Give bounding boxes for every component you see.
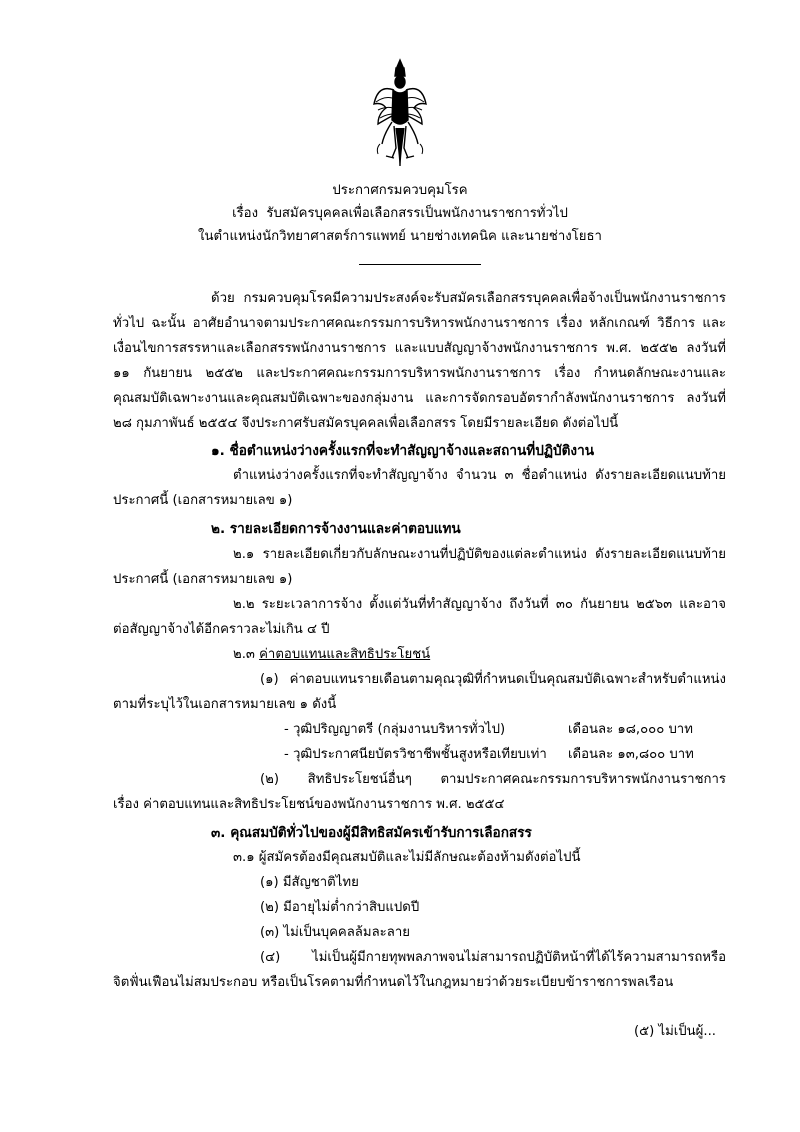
intro-line-4: ๑๑ กันยายน ๒๕๕๒ และประกาศคณะกรรมการบริหารพนักงานราชการ เรื่อง กำหนดลักษณะงานและ: [113, 366, 726, 381]
section-2-2-line2: ต่อสัญญาจ้างได้อีกคราวละไม่เกิน ๔ ปี: [113, 622, 330, 637]
section-2-3-2-line1: (๒) สิทธิประโยชน์อื่นๆ ตามประกาศคณะกรรมการบริหารพนักงานราชการ: [260, 772, 726, 787]
continued-marker: (๕) ไม่เป็นผู้...: [634, 1024, 716, 1039]
pay-row-2-label: - วุฒิประกาศนียบัตรวิชาชีพชั้นสูงหรือเทียบเท่า: [284, 747, 547, 762]
section-2-heading: ๒. รายละเอียดการจ้างงานและค่าตอบแทน: [211, 521, 461, 537]
pay-row-2-amount: เดือนละ ๑๓,๘๐๐ บาท: [568, 747, 694, 762]
intro-line-6: ๒๘ กุมภาพันธ์ ๒๕๕๔ จึงประกาศรับสมัครบุคคลเพื่อเลือกสรร โดยมีรายละเอียด ดังต่อไปนี้: [113, 416, 619, 431]
announcement-subject-line2: ในตำแหน่งนักวิทยาศาสตร์การแพทย์ นายช่างเทคนิค และนายช่างโยธา: [198, 229, 602, 244]
intro-line-1: ด้วย กรมควบคุมโรคมีความประสงค์จะรับสมัครเลือกสรรบุคคลเพื่อจ้างเป็นพนักงานราชการ: [211, 291, 726, 306]
section-2-3-2-line2: เรื่อง ค่าตอบแทนและสิทธิประโยชน์ของพนักงานราชการ พ.ศ. ๒๕๕๔: [113, 797, 505, 812]
intro-line-2: ทั่วไป ฉะนั้น อาศัยอำนาจตามประกาศคณะกรรมการบริหารพนักงานราชการ เรื่อง หลักเกณฑ์ วิธีการ และ: [113, 316, 726, 331]
header-divider: [359, 264, 481, 265]
qualification-item-2: (๒) มีอายุไม่ต่ำกว่าสิบแปดปี: [260, 900, 420, 915]
qualification-item-4-line2: จิตฟั่นเฟือนไม่สมประกอบ หรือเป็นโรคตามที่กำหนดไว้ในกฎหมายว่าด้วยระเบียบข้าราชการพลเรือน: [113, 975, 674, 990]
announcement-org: ประกาศกรมควบคุมโรค: [332, 183, 468, 198]
section-3-heading: ๓. คุณสมบัติทั่วไปของผู้มีสิทธิสมัครเข้ารับการเลือกสรร: [211, 825, 532, 841]
qualification-item-4-line1: (๔) ไม่เป็นผู้มีกายทุพพลภาพจนไม่สามารถปฏิบัติหน้าที่ได้ไร้ความสามารถหรือ: [260, 950, 726, 965]
garuda-seal-icon: [372, 58, 428, 170]
pay-row-1-amount: เดือนละ ๑๘,๐๐๐ บาท: [568, 722, 693, 737]
section-2-3-number: ๒.๓: [233, 647, 255, 662]
section-1-heading: ๑. ชื่อตำแหน่งว่างครั้งแรกที่จะทำสัญญาจ้างและสถานที่ปฏิบัติงาน: [211, 443, 594, 459]
section-2-3-1-line1: (๑) ค่าตอบแทนรายเดือนตามคุณวุฒิที่กำหนดเป็นคุณสมบัติเฉพาะสำหรับตำแหน่ง: [260, 672, 726, 687]
subject-label: เรื่อง: [232, 206, 259, 221]
subject-text: รับสมัครบุคคลเพื่อเลือกสรรเป็นพนักงานราชการทั่วไป: [266, 206, 568, 221]
section-3-1: ๓.๑ ผู้สมัครต้องมีคุณสมบัติและไม่มีลักษณะต้องห้ามดังต่อไปนี้: [233, 850, 581, 865]
section-2-2-line1: ๒.๒ ระยะเวลาการจ้าง ตั้งแต่วันที่ทำสัญญาจ้าง ถึงวันที่ ๓๐ กันยายน ๒๕๖๓ และอาจ: [233, 597, 726, 612]
section-1-paragraph: ตำแหน่งว่างครั้งแรกที่จะทำสัญญาจ้าง จำนวน ๓ ชื่อตำแหน่ง ดังรายละเอียดแนบท้าย: [233, 468, 726, 483]
section-2-3-1-line2: ตามที่ระบุไว้ในเอกสารหมายเลข ๑ ดังนี้: [113, 697, 337, 712]
section-2-3-underlined: ค่าตอบแทนและสิทธิประโยชน์: [259, 647, 431, 662]
section-2-1-line1: ๒.๑ รายละเอียดเกี่ยวกับลักษณะงานที่ปฏิบัติของแต่ละตำแหน่ง ดังรายละเอียดแนบท้าย: [233, 547, 726, 562]
section-1-paragraph-line2: ประกาศนี้ (เอกสารหมายเลข ๑): [113, 493, 293, 508]
intro-line-5: คุณสมบัติเฉพาะงานและคุณสมบัติเฉพาะของกลุ่มงาน และการจัดกรอบอัตรากำลังพนักงานราชการ ลงวันที่: [113, 391, 726, 406]
section-2-1-line2: ประกาศนี้ (เอกสารหมายเลข ๑): [113, 572, 293, 587]
qualification-item-1: (๑) มีสัญชาติไทย: [260, 875, 359, 890]
qualification-item-3: (๓) ไม่เป็นบุคคลล้มละลาย: [260, 925, 410, 940]
section-2-3-title: [233, 645, 430, 665]
pay-row-1-label: - วุฒิปริญญาตรี (กลุ่มงานบริหารทั่วไป): [284, 722, 506, 737]
announcement-subject: [0, 204, 800, 224]
intro-line-3: เงื่อนไขการสรรหาและเลือกสรรพนักงานราชการ และแบบสัญญาจ้างพนักงานราชการ พ.ศ. ๒๕๕๒ ลงวันที่: [113, 341, 726, 356]
